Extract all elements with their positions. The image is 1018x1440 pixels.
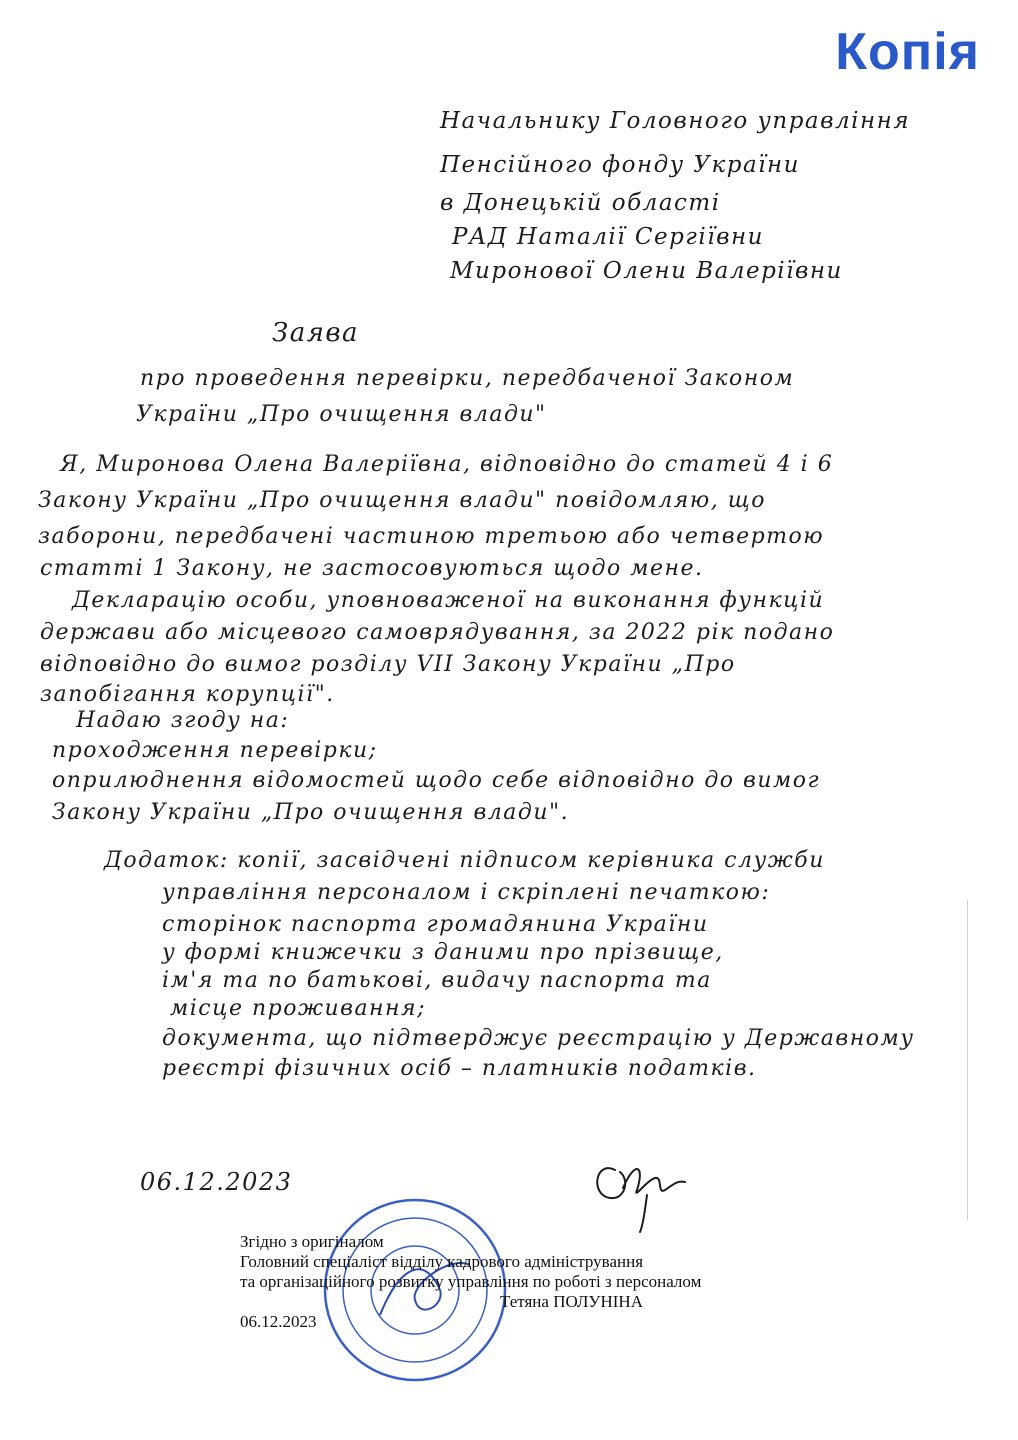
attachment-line: Додаток: копії, засвідчені підписом керівника служби — [104, 848, 825, 873]
attachment-line: ім'я та по батькові, видачу паспорта та — [162, 968, 712, 993]
document-title: Заява — [272, 318, 360, 348]
body-line: статті 1 Закону, не застосовуються щодо мене. — [40, 556, 704, 581]
addressee-line: Начальнику Головного управління — [440, 108, 911, 134]
body-line: заборони, передбачені частиною третьою або четвертою — [38, 524, 825, 549]
body-line: відповідно до вимог розділу VII Закону України „Про — [40, 652, 736, 677]
addressee-line: Пенсійного фонду України — [440, 152, 800, 178]
certification-line: та організаційного розвитку управління по роботі з персоналом — [240, 1272, 702, 1291]
addressee-line: РАД Наталії Сергіївни — [452, 224, 764, 250]
body-line: Закону України „Про очищення влади". — [52, 800, 570, 825]
attachment-line: сторінок паспорта громадянина України — [162, 912, 709, 937]
copy-stamp: Копія — [835, 23, 980, 81]
addressee-line: Миронової Олени Валеріївни — [450, 258, 843, 284]
certification-line: Згідно з оригіналом — [240, 1232, 384, 1251]
body-line: Я, Миронова Олена Валеріївна, відповідно до статей 4 і 6 — [60, 452, 834, 477]
attachment-line: документа, що підтверджує реєстрацію у Державному — [162, 1026, 915, 1051]
body-line: Декларацію особи, уповноваженої на виконання функцій — [72, 588, 825, 613]
addressee-line: в Донецькій області — [440, 190, 721, 216]
handwritten-date: 06.12.2023 — [140, 1168, 293, 1196]
body-line: оприлюднення відомостей щодо себе відповідно до вимог — [52, 768, 821, 793]
attachment-line: місце проживання; — [170, 996, 427, 1021]
certification-line: Головний спеціаліст відділу кадрового адміністрування — [240, 1252, 644, 1271]
body-line: Закону України „Про очищення влади" повідомляю, що — [38, 488, 766, 513]
body-line: проходження перевірки; — [52, 738, 378, 763]
attachment-line: управління персоналом і скріплені печаткою: — [162, 880, 771, 905]
attachment-line: у формі книжечки з даними про прізвище, — [162, 940, 724, 965]
subject-line: про проведення перевірки, передбаченої Законом — [140, 366, 795, 391]
margin-line — [967, 900, 968, 1220]
certification-date: 06.12.2023 — [240, 1312, 317, 1331]
subject-line: України „Про очищення влади" — [136, 402, 547, 427]
signature-mark — [585, 1140, 705, 1235]
body-line: Надаю згоду на: — [76, 708, 290, 733]
body-line: запобігання корупції". — [40, 682, 335, 707]
attachment-line: реєстрі фізичних осіб – платників податків. — [162, 1056, 757, 1081]
certifier-name: Тетяна ПОЛУНІНА — [500, 1292, 643, 1311]
body-line: держави або місцевого самоврядування, за 2022 рік подано — [40, 620, 835, 645]
